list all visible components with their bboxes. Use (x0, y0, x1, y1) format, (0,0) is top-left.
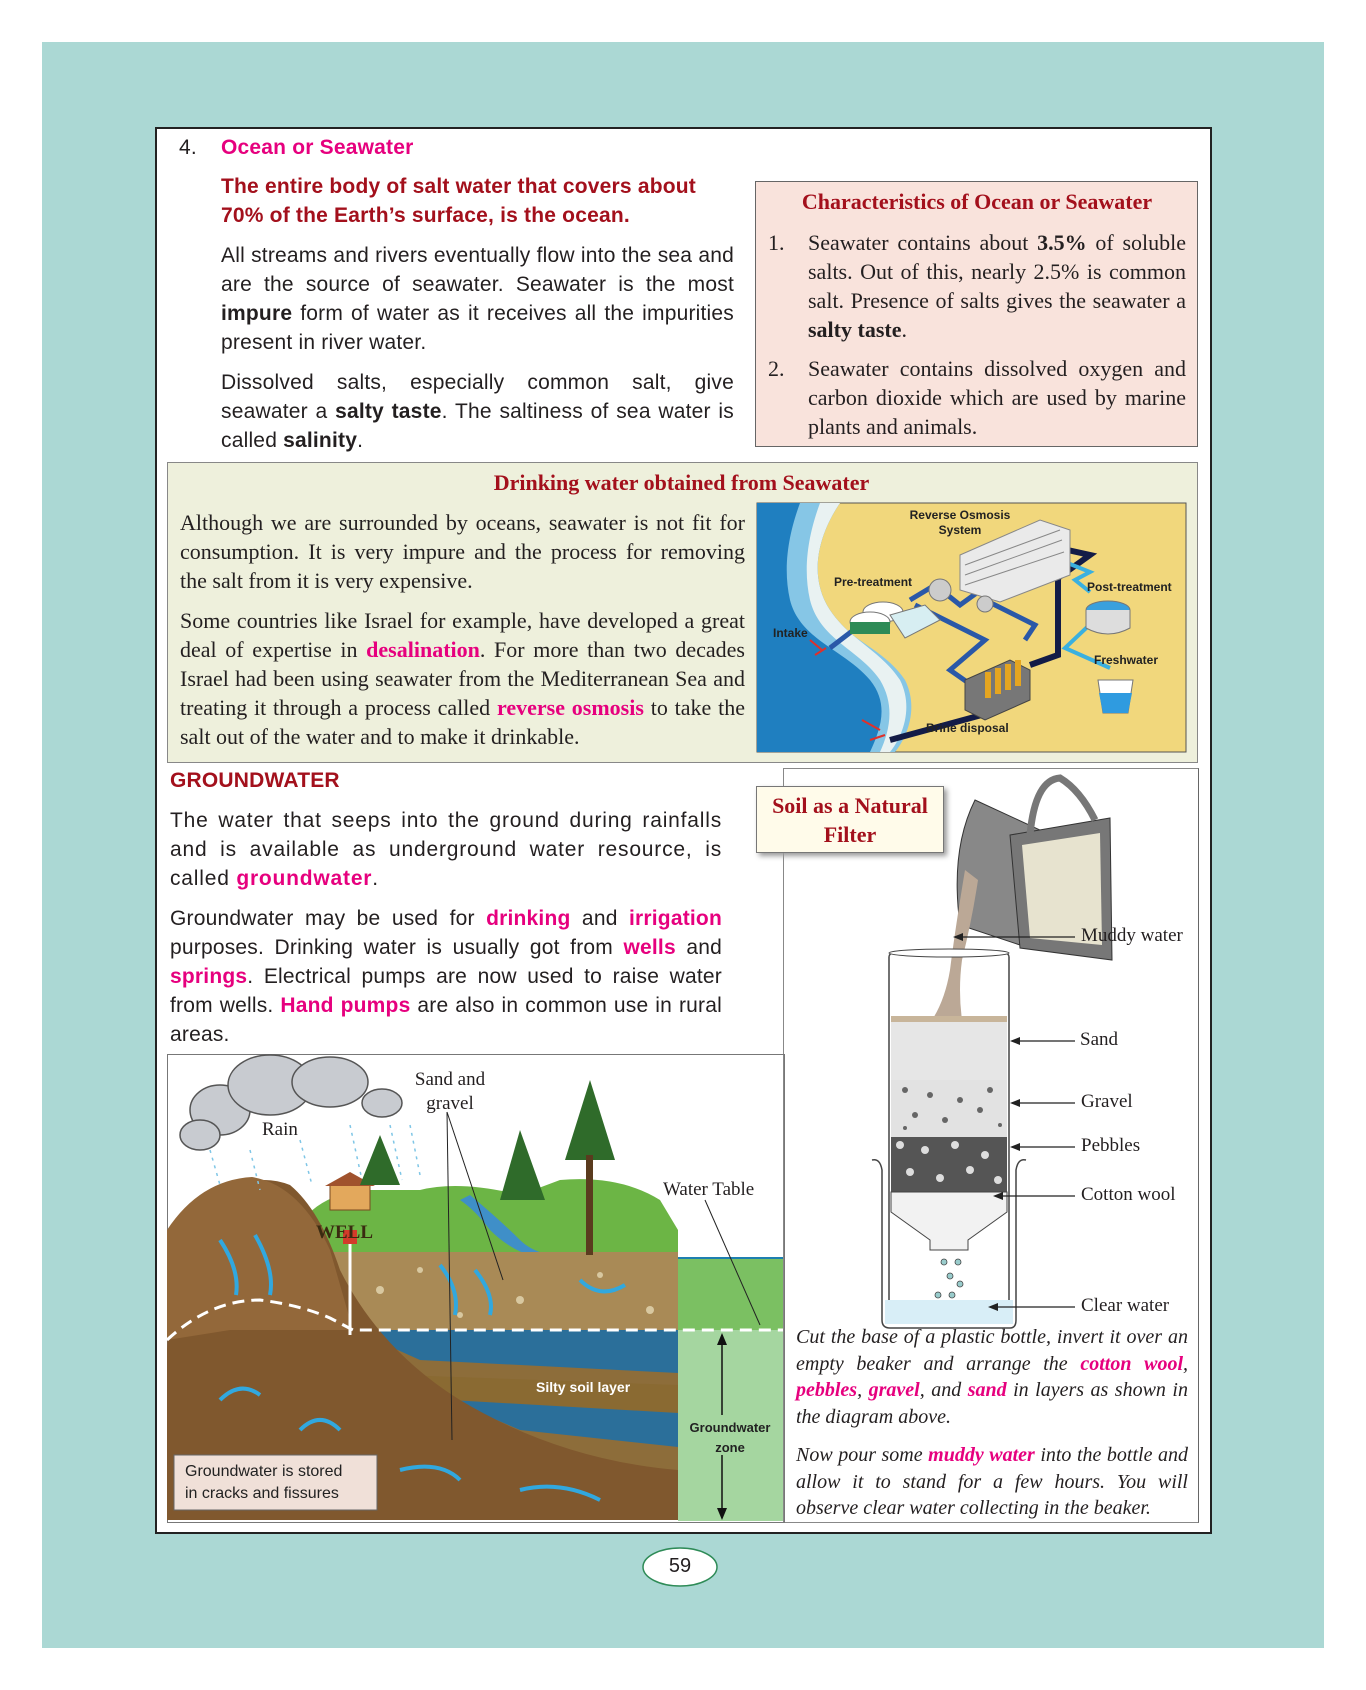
characteristics-title: Characteristics of Ocean or Seawater (801, 189, 1153, 214)
gw-label-sand-gravel: Sand and gravel (414, 1069, 486, 1114)
ro-label-intake: Intake (773, 626, 808, 640)
characteristics-item-1: Seawater contains about 3.5% of soluble salts. Out of this, nearly 2.5% is common salt. Presence of salts gives the seawater a salty taste. (808, 230, 1186, 342)
ocean-definition: The entire body of salt water that covers about 70% of the Earth’s surface, is the ocean. (221, 175, 696, 227)
characteristics-item-1-number: 1. (768, 230, 785, 255)
ro-label-system: Reverse Osmosis System (909, 508, 1011, 537)
filter-label-clear-water: Clear water (1081, 1295, 1170, 1316)
filter-label-muddy-water: Muddy water (1081, 925, 1183, 946)
ocean-paragraph-2: Dissolved salts, especially common salt, give seawater a salty taste. The saltiness of sea water is called salinity. (221, 371, 734, 452)
page-number: 59 (668, 1555, 692, 1577)
gw-label-water-table: Water Table (663, 1179, 755, 1200)
gw-label-groundwater-zone: Groundwater zone (689, 1420, 771, 1455)
drinking-paragraph-2: Some countries like Israel for example, have developed a great deal of expertise in desalination. For more than two decades Israel had been using seawater from the Mediterranean Sea and treating it through a process called reverse osmosis to take the salt out of the water and to make it drinkable. (180, 608, 745, 749)
reverse-osmosis-diagram (757, 503, 1186, 752)
filter-label-gravel: Gravel (1081, 1091, 1133, 1112)
ro-label-posttreatment: Post-treatment (1087, 580, 1172, 594)
characteristics-item-2-number: 2. (768, 356, 785, 381)
gw-label-well: WELL (316, 1222, 374, 1243)
characteristics-item-2: Seawater contains dissolved oxygen and carbon dioxide which are used by marine plants and animals. (808, 356, 1186, 439)
ro-label-pretreatment: Pre-treatment (834, 575, 913, 589)
filter-caption-1: Cut the base of a plastic bottle, invert it over an empty beaker and arrange the cotton wool, pebbles, gravel, and sand in layers as shown in the diagram above. (796, 1326, 1188, 1428)
gw-callout: Groundwater is stored in cracks and fissures (185, 1463, 343, 1502)
filter-label-sand: Sand (1080, 1029, 1118, 1050)
groundwater-heading: GROUNDWATER (170, 769, 340, 792)
ro-label-brine: Brine disposal (926, 721, 1009, 735)
gw-label-silty-soil: Silty soil layer (536, 1379, 631, 1395)
filter-title: Soil as a Natural Filter (756, 786, 944, 853)
groundwater-paragraph-2: Groundwater may be used for drinking and irrigation purposes. Drinking water is usually got from wells and springs. Electrical pumps are now used to raise water from wells. Hand pumps are also in common use in rural areas. (170, 907, 722, 1046)
filter-label-pebbles: Pebbles (1081, 1135, 1141, 1156)
gw-label-rain: Rain (262, 1119, 298, 1140)
filter-label-cotton-wool: Cotton wool (1081, 1184, 1176, 1205)
drinking-water-title: Drinking water obtained from Seawater (493, 470, 870, 495)
section-title: Ocean or Seawater (221, 136, 414, 159)
drinking-paragraph-1: Although we are surrounded by oceans, seawater is not fit for consumption. It is very impure and the process for removing the salt from it is very expensive. (180, 510, 745, 593)
ocean-paragraph-1: All streams and rivers eventually flow into the sea and are the source of seawater. Seawater is the most impure form of water as it receives all the impurities present in river water. (221, 244, 734, 354)
groundwater-paragraph-1: The water that seeps into the ground during rainfalls and is available as underground water resource, is called groundwater. (170, 809, 722, 890)
section-number: 4. (179, 136, 197, 159)
filter-caption-2: Now pour some muddy water into the bottle and allow it to stand for a few hours. You will observe clear water collecting in the beaker. (796, 1444, 1188, 1519)
ro-label-freshwater: Freshwater (1094, 653, 1159, 667)
soil-filter-diagram (872, 778, 1112, 1328)
